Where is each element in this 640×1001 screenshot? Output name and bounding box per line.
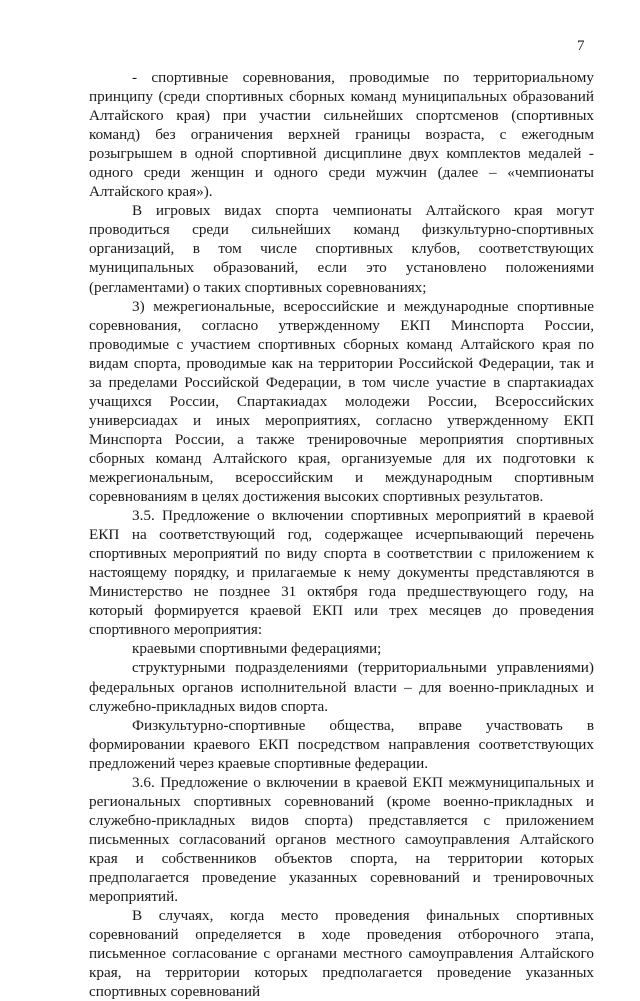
paragraph-championship-definition: - спортивные соревнования, проводимые по территориальному принципу (среди спортивных сборных команд муниципальных образований Алтайского края) при участии сильнейших спортсменов (спортивных команд) без ограничения верхней границы возраста, с ежегодным розыгрышем в одной спортивной дисциплине двух комплектов медалей - одного среди женщин и одного среди мужчин (далее – «чемпионаты Алтайского края»). [89,69,594,201]
paragraph-section-3-5: 3.5. Предложение о включении спортивных мероприятий в краевой ЕКП на соответствующий год, содержащее исчерпывающий перечень спортивных мероприятий по виду спорта в соответствии с приложением к настоящему порядку, и прилагаемые к нему документы представляются в Министерство не позднее 31 октября года предшествующего году, на который формируется краевой ЕКП или трех месяцев до проведения спортивного мероприятия: [89,507,594,639]
paragraph-sports-societies: Физкультурно-спортивные общества, вправе участвовать в формировании краевого ЕКП посредством направления соответствующих предложений через краевые спортивные федерации. [89,716,594,772]
paragraph-regional-federations: краевыми спортивными федерациями; [132,640,382,658]
paragraph-section-3-6: 3.6. Предложение о включении в краевой ЕКП межмуниципальных и региональных спортивных соревнований (кроме военно-прикладных и служебно-прикладных видов спорта) представляется с приложением письменных согласований органов местного самоуправления Алтайского края и собственников объектов спорта, на территории которых предполагается проведение указанных соревнований и тренировочных мероприятий. [89,773,594,906]
document-body [89,68,594,1001]
page-number: 7 [577,38,585,54]
paragraph-final-competitions: В случаях, когда место проведения финальных спортивных соревнований определяется в ходе проведения отборочного этапа, письменное согласование с органами местного самоуправления Алтайского края, на территории которых предполагается проведение указанных спортивных соревнований [89,907,594,1001]
paragraph-structural-divisions: структурными подразделениями (территориальными управлениями) федеральных органов исполнительной власти – для военно-прикладных и служебно-прикладных видов спорта. [89,659,594,715]
paragraph-interregional-competitions: 3) межрегиональные, всероссийские и международные спортивные соревнования, согласно утвержденному ЕКП Минспорта России, проводимые с участием спортивных сборных команд Алтайского края по видам спорта, проводимые как на территории Российской Федерации, так и за пределами Российской Федерации, в том числе участие в спартакиадах учащихся России, Спартакиадах молодежи России, Всероссийских универсиадах и иных мероприятиях, согласно утвержденному ЕКП Минспорта России, а также тренировочные мероприятия спортивных сборных команд Алтайского края, организуемые для их подготовки к межрегиональным, всероссийским и международным спортивным соревнованиям в целях достижения высоких спортивных результатов. [89,297,594,506]
paragraph-team-sports: В игровых видах спорта чемпионаты Алтайского края могут проводиться среди сильнейших команд физкультурно-спортивных организаций, в том числе спортивных клубов, соответствующих муниципальных образований, если это установлено положениями (регламентами) о таких спортивных соревнованиях; [89,202,594,296]
